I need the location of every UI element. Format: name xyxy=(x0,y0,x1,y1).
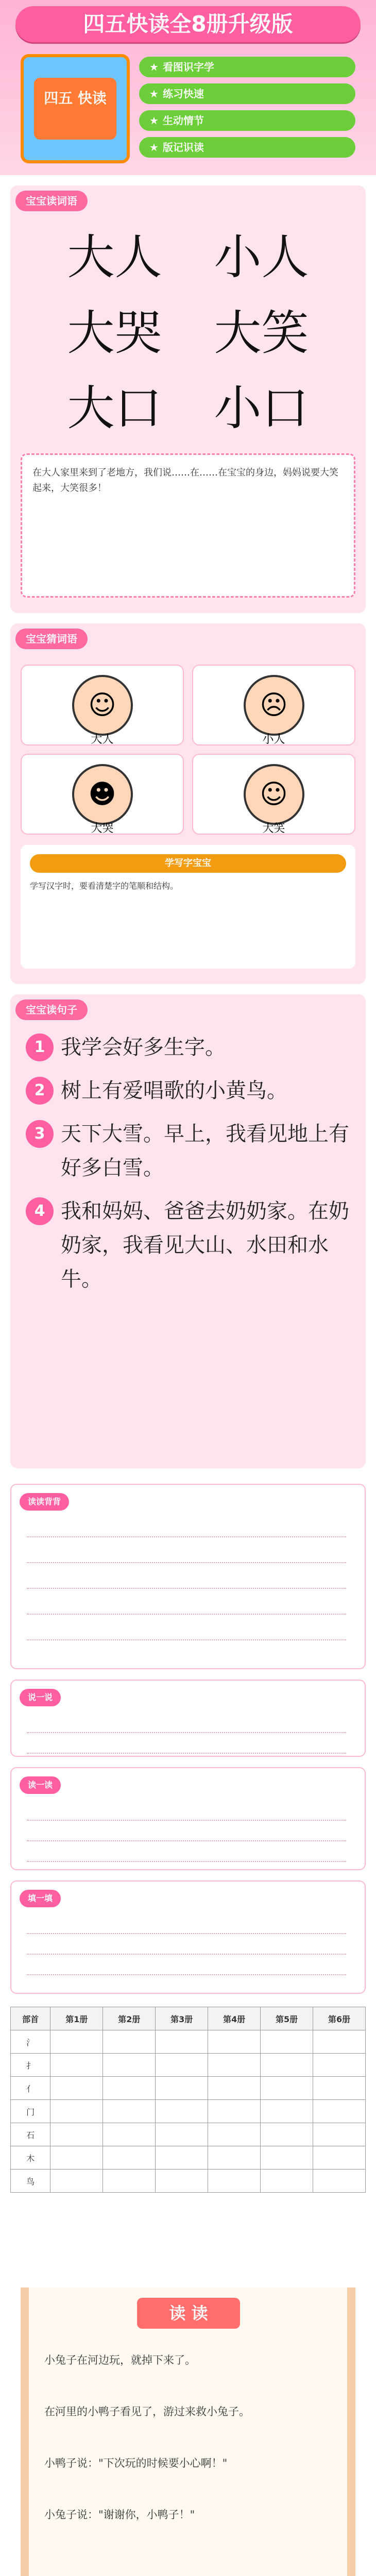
star-icon: ★ xyxy=(149,114,159,127)
sentence-number: 3 xyxy=(26,1120,54,1148)
exercise-label: 读一读 xyxy=(20,1776,61,1794)
radical-table-wrap xyxy=(10,2007,366,2193)
table-row xyxy=(11,2100,366,2123)
table-cell xyxy=(156,2123,208,2146)
sentence-text: 我学会好多生字。 xyxy=(61,1036,226,1059)
sentence-number: 4 xyxy=(26,1197,54,1225)
table-cell: 氵 xyxy=(11,2030,50,2054)
table-row xyxy=(11,2146,366,2170)
exercise-label: 读读背背 xyxy=(20,1493,69,1511)
table-cell xyxy=(208,2170,261,2193)
table-cell xyxy=(208,2100,261,2123)
table-cell xyxy=(261,2100,313,2123)
word-item: 大人 xyxy=(67,230,162,285)
table-cell xyxy=(103,2146,156,2170)
table-header: 第4册 xyxy=(208,2007,261,2030)
feature-item: ★ 版记识读 xyxy=(139,137,355,158)
exercise-block xyxy=(10,1880,366,1994)
table-header-row xyxy=(11,2007,366,2030)
hero-banner xyxy=(0,0,376,175)
table-cell xyxy=(50,2030,103,2054)
table-header: 第6册 xyxy=(313,2007,366,2030)
table-cell xyxy=(261,2030,313,2054)
story-paragraph: 在河里的小鸭子看见了，游过来救小兔子。 xyxy=(44,2405,250,2418)
table-cell: 鸟 xyxy=(11,2170,50,2193)
story-paragraph: 小兔子在河边玩，就掉下来了。 xyxy=(44,2354,196,2366)
exercise-line xyxy=(27,1845,346,1862)
table-cell xyxy=(313,2077,366,2100)
words-grid xyxy=(41,227,335,443)
page-title: 四五快读全8册升级版 xyxy=(15,6,361,42)
story-paragraph: 小鸭子说："下次玩的时候要小心啊！" xyxy=(44,2457,228,2469)
table-header: 第5册 xyxy=(261,2007,313,2030)
faces-section xyxy=(10,623,366,984)
star-icon: ★ xyxy=(149,141,159,154)
exercise-line xyxy=(27,1959,346,1975)
table-row xyxy=(11,2077,366,2100)
exercise-line xyxy=(27,1825,346,1841)
sentences-list xyxy=(26,1030,350,1306)
word-item: 小人 xyxy=(214,230,309,285)
face-card xyxy=(21,665,184,745)
table-cell xyxy=(313,2100,366,2123)
table-cell xyxy=(313,2146,366,2170)
sentence-text: 我和妈妈、爸爸去奶奶家。在奶奶家，我看见大山、水田和水牛。 xyxy=(61,1199,349,1291)
exercise-line xyxy=(27,1804,346,1821)
feature-item: ★ 练习快速 xyxy=(139,83,355,104)
table-cell xyxy=(208,2030,261,2054)
table-header: 部首 xyxy=(11,2007,50,2030)
table-cell xyxy=(313,2170,366,2193)
words-section xyxy=(10,185,366,613)
table-cell xyxy=(208,2054,261,2077)
face-card xyxy=(192,754,355,835)
table-cell xyxy=(50,2077,103,2100)
feature-item: ★ 生动情节 xyxy=(139,110,355,131)
table-header: 第2册 xyxy=(103,2007,156,2030)
table-cell: 石 xyxy=(11,2123,50,2146)
sentence-row xyxy=(26,1117,350,1185)
story-title: 读 读 xyxy=(137,2298,240,2329)
tips-box xyxy=(21,845,355,969)
exercise-line xyxy=(27,1938,346,1955)
table-header: 第1册 xyxy=(50,2007,103,2030)
faces-section-title: 宝宝猜词语 xyxy=(15,629,88,649)
table-cell: 亻 xyxy=(11,2077,50,2100)
face-card xyxy=(192,665,355,745)
exercise-line xyxy=(27,1547,346,1563)
table-cell xyxy=(50,2123,103,2146)
exercise-line xyxy=(27,1624,346,1640)
table-cell xyxy=(103,2123,156,2146)
table-cell xyxy=(103,2100,156,2123)
star-icon: ★ xyxy=(149,61,159,73)
table-row xyxy=(11,2054,366,2077)
table-cell xyxy=(261,2077,313,2100)
faces-grid xyxy=(21,665,355,835)
tips-text: 学写汉字时，要看清楚字的笔顺和结构。 xyxy=(30,881,179,891)
table-cell xyxy=(208,2146,261,2170)
feature-list xyxy=(139,57,355,160)
table-cell xyxy=(261,2170,313,2193)
table-cell xyxy=(313,2054,366,2077)
exercise-block xyxy=(10,1767,366,1870)
table-cell xyxy=(313,2123,366,2146)
word-item: 大笑 xyxy=(214,305,309,361)
story-box-text: 在大人家里来到了老地方，我们说……在……在宝宝的身边，妈妈说要大笑起来，大笑很多！ xyxy=(32,467,338,494)
table-cell xyxy=(156,2100,208,2123)
radical-table xyxy=(10,2007,366,2193)
table-row xyxy=(11,2170,366,2193)
story-section xyxy=(21,2287,355,2576)
exercise-block xyxy=(10,1680,366,1757)
star-icon: ★ xyxy=(149,88,159,100)
table-cell xyxy=(156,2170,208,2193)
table-cell xyxy=(103,2030,156,2054)
table-cell: 扌 xyxy=(11,2054,50,2077)
face-label: 大哭 xyxy=(91,822,114,835)
exercise-line xyxy=(27,1521,346,1537)
table-cell xyxy=(50,2054,103,2077)
feature-item: ★ 看图识字学 xyxy=(139,57,355,77)
face-icon: ☺ xyxy=(244,764,304,825)
word-item: 小口 xyxy=(214,381,309,436)
story-paragraph: 小兔子说："谢谢你，小鸭子！" xyxy=(44,2509,195,2521)
table-cell: 木 xyxy=(11,2146,50,2170)
sentence-row xyxy=(26,1030,350,1064)
table-cell xyxy=(156,2077,208,2100)
table-cell xyxy=(50,2146,103,2170)
sentences-section-title: 宝宝读句子 xyxy=(15,999,88,1020)
table-cell xyxy=(50,2100,103,2123)
face-card xyxy=(21,754,184,835)
sentence-text: 树上有爱唱歌的小黄鸟。 xyxy=(61,1079,287,1103)
table-cell xyxy=(103,2054,156,2077)
exercise-label: 填一填 xyxy=(20,1890,61,1907)
tips-header: 学写字宝宝 xyxy=(30,854,346,873)
exercise-line xyxy=(27,1717,346,1733)
exercise-line xyxy=(27,1737,346,1754)
table-cell xyxy=(103,2170,156,2193)
table-row xyxy=(11,2030,366,2054)
table-cell xyxy=(156,2030,208,2054)
words-section-title: 宝宝读词语 xyxy=(15,191,88,211)
exercise-line xyxy=(27,1572,346,1589)
book-cover xyxy=(21,54,130,163)
table-cell xyxy=(50,2170,103,2193)
exercise-block xyxy=(10,1484,366,1669)
book-cover-title: 四五 快读 xyxy=(34,78,116,140)
table-row xyxy=(11,2123,366,2146)
face-icon: ☺ xyxy=(72,675,133,736)
table-cell: 门 xyxy=(11,2100,50,2123)
face-icon: ☻ xyxy=(72,764,133,825)
sentence-text: 天下大雪。早上，我看见地上有好多白雪。 xyxy=(61,1122,349,1180)
sentence-number: 2 xyxy=(26,1077,54,1105)
table-cell xyxy=(208,2077,261,2100)
face-icon: ☹ xyxy=(244,675,304,736)
table-cell xyxy=(156,2054,208,2077)
table-cell xyxy=(261,2146,313,2170)
sentences-section xyxy=(10,994,366,1468)
table-cell xyxy=(261,2054,313,2077)
face-label: 大人 xyxy=(91,733,114,746)
word-item: 大哭 xyxy=(67,305,162,361)
story-box xyxy=(21,453,355,598)
word-item: 大口 xyxy=(67,381,162,436)
exercise-label: 说一说 xyxy=(20,1689,61,1706)
table-cell xyxy=(208,2123,261,2146)
table-cell xyxy=(261,2123,313,2146)
table-cell xyxy=(313,2030,366,2054)
table-cell xyxy=(103,2077,156,2100)
exercise-line xyxy=(27,1598,346,1615)
table-cell xyxy=(156,2146,208,2170)
table-header: 第3册 xyxy=(156,2007,208,2030)
sentence-row xyxy=(26,1194,350,1296)
face-label: 小人 xyxy=(262,733,285,746)
face-label: 大笑 xyxy=(262,822,285,835)
sentence-row xyxy=(26,1074,350,1108)
sentence-number: 1 xyxy=(26,1033,54,1061)
exercise-line xyxy=(27,1918,346,1934)
